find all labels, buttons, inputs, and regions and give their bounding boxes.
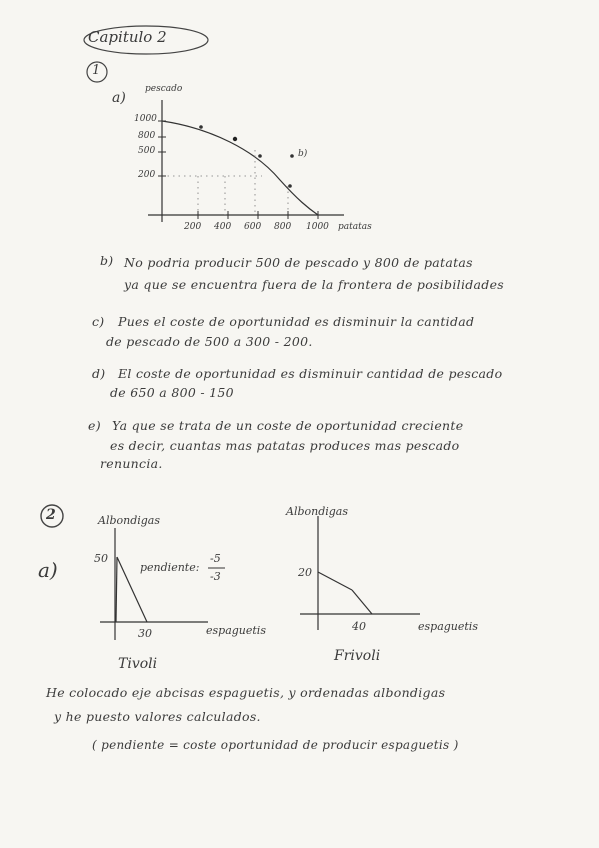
ppf-point: [258, 154, 262, 158]
frivoli-ylabel: Albondigas: [286, 505, 349, 518]
tivoli-x-value: 30: [138, 627, 152, 640]
q1c-label: c): [92, 314, 105, 329]
q1e-label: e): [88, 418, 101, 433]
slope-denominator: -3: [210, 570, 221, 583]
point-b-label: b): [298, 149, 308, 159]
frivoli-line: [318, 572, 352, 590]
page-title: Capitulo 2: [88, 28, 167, 46]
q1e-line: renuncia.: [100, 456, 163, 471]
q1b-line: No podria producir 500 de pescado y 800 de patatas: [124, 255, 473, 270]
ppf-curve: [162, 121, 318, 215]
q2a-label: a): [38, 558, 58, 582]
q1d-line: El coste de oportunidad es disminuir cantidad de pescado: [118, 366, 503, 381]
frivoli-line-2: [352, 590, 372, 614]
frivoli-xlabel: espaguetis: [418, 620, 478, 633]
frivoli-y-value: 20: [298, 566, 312, 579]
tivoli-line-2: [116, 557, 117, 622]
x-tick-label: 600: [244, 222, 262, 232]
x-tick-label: 400: [214, 222, 232, 232]
q1c-line: de pescado de 500 a 300 - 200.: [106, 334, 313, 349]
y-tick-label: 800: [138, 131, 156, 141]
slope-numerator: -5: [210, 552, 221, 565]
graph1-ylabel: pescado: [145, 84, 183, 94]
q1b-line: ya que se encuentra fuera de la frontera de posibilidades: [124, 277, 505, 292]
note-line: ( pendiente = coste oportunidad de producir espaguetis ): [92, 738, 459, 752]
y-tick-label: 200: [138, 170, 156, 180]
q1e-line: es decir, cuantas mas patatas produces mas pescado: [110, 438, 460, 453]
tivoli-ylabel: Albondigas: [98, 514, 161, 527]
tivoli-xlabel: espaguetis: [206, 624, 266, 637]
q1d-line: de 650 a 800 - 150: [110, 385, 234, 400]
note-line: He colocado eje abcisas espaguetis, y ordenadas albondigas: [46, 685, 446, 700]
q1d-label: d): [92, 366, 106, 381]
tivoli-name: Tivoli: [118, 656, 158, 672]
x-tick-label: 800: [274, 222, 292, 232]
q1b-label: b): [100, 253, 114, 268]
slope-label: pendiente:: [140, 561, 200, 574]
ppf-point: [199, 125, 203, 129]
graph1-xlabel: patatas: [338, 222, 372, 232]
ppf-point: [233, 137, 237, 141]
note-line: y he puesto valores calculados.: [54, 709, 261, 724]
frivoli-x-value: 40: [352, 620, 366, 633]
tivoli-y-value: 50: [94, 552, 108, 565]
y-tick-label: 500: [138, 146, 156, 156]
x-tick-label: 200: [184, 222, 202, 232]
point-b: [290, 154, 294, 158]
q1c-line: Pues el coste de oportunidad es disminuir la cantidad: [118, 314, 475, 329]
ppf-point: [288, 184, 292, 188]
frivoli-name: Frivoli: [334, 648, 381, 664]
x-tick-label: 1000: [306, 222, 329, 232]
q2-number: 2: [46, 507, 56, 523]
q1a-label: a): [112, 90, 126, 106]
y-tick-label: 1000: [134, 114, 157, 124]
q1e-line: Ya que se trata de un coste de oportunidad creciente: [112, 418, 464, 433]
q1-number: 1: [92, 63, 101, 78]
